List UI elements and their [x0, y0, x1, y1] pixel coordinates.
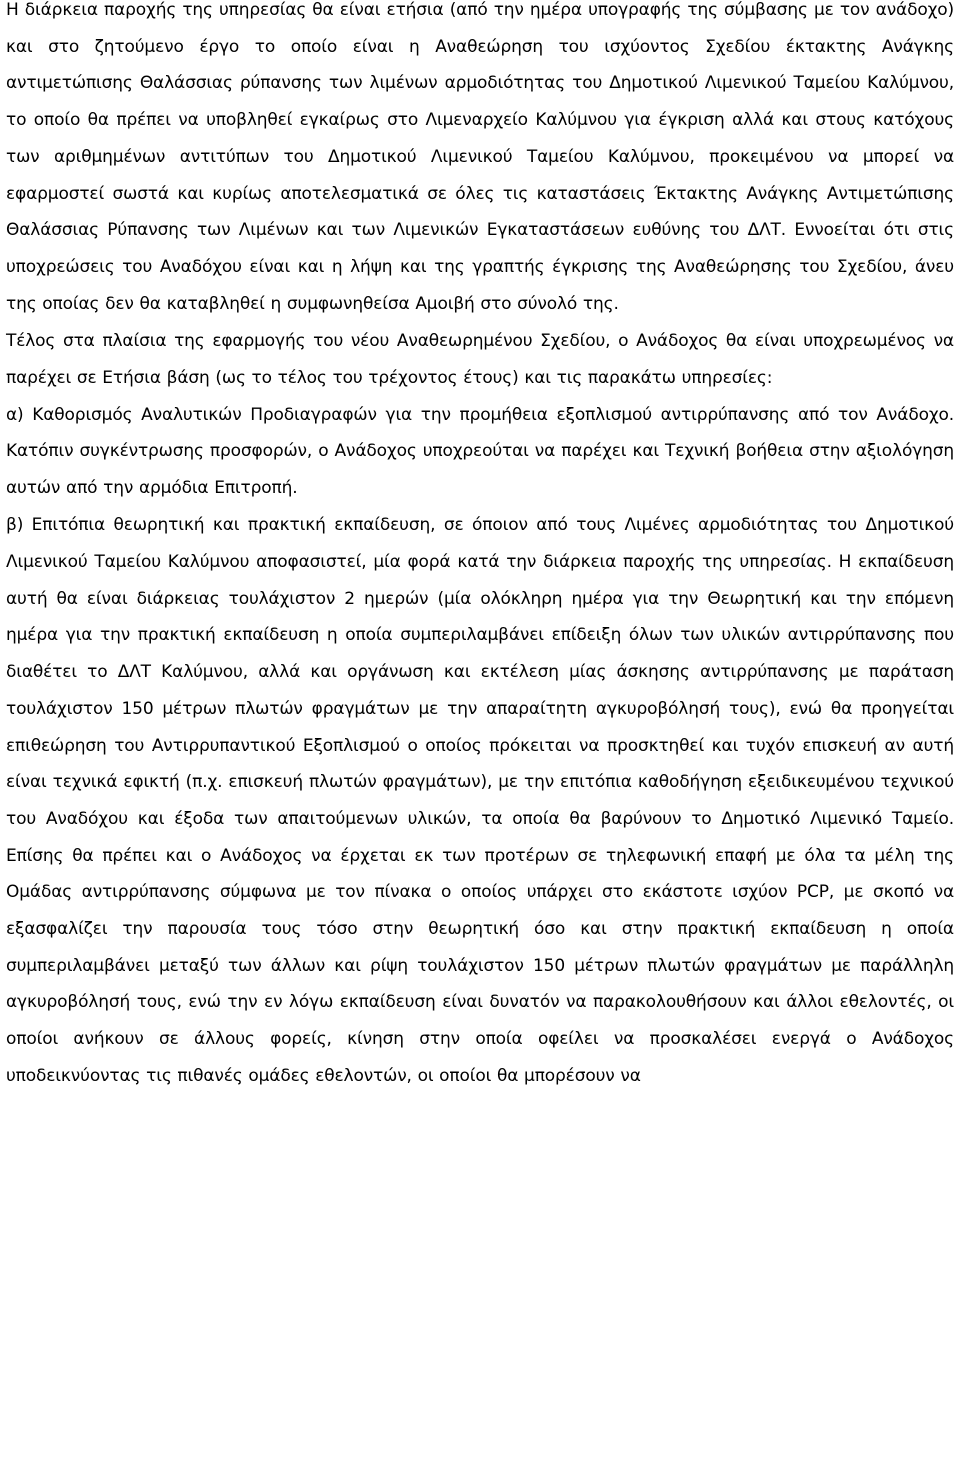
paragraph-additional-services-intro: Τέλος στα πλαίσια της εφαρμογής του νέου Αναθεωρημένου Σχεδίου, ο Ανάδοχος θα είναι υποχρεωμένος να παρέχει σε Ετήσια βάση (ως το τέλος του τρέχοντος έτους) και τις παρακάτω υπηρεσίες: [6, 330, 954, 388]
paragraph-service-duration: Η διάρκεια παροχής της υπηρεσίας θα είναι ετήσια (από την ημέρα υπογραφής της σύμβασης με τον ανάδοχο) και στο ζητούμενο έργο το οποίο είναι η Αναθεώρηση του ισχύοντος Σχεδίου έκτακτης Ανάγκης αντιμετώπισης Θαλάσσιας ρύπανσης των λιμένων αρμοδιότητας του Δημοτικού Λιμενικού Ταμείου Καλύμνου, το οποίο θα πρέπει να υποβληθεί εγκαίρως στο Λιμεναρχείο Καλύμνου για έγκριση αλλά και στους κατόχους των αριθμημένων αντιτύπων του Δημοτικού Λιμενικού Ταμείου Καλύμνου, προκειμένου να μπορεί να εφαρμοστεί σωστά και κυρίως αποτελεσματικά σε όλες τις καταστάσεις Έκτακτης Ανάγκης Αντιμετώπισης Θαλάσσιας Ρύπανσης των Λιμένων και των Λιμενικών Εγκαταστάσεων ευθύνης του ΔΛΤ. Εννοείται ότι στις υποχρεώσεις του Αναδόχου είναι και η λήψη και της γραπτής έγκρισης της Αναθεώρησης του Σχεδίου, άνευ της οποίας δεν θα καταβληθεί η συμφωνηθείσα Αμοιβή στο σύνολό της. [6, 0, 954, 314]
paragraph-item-b-training: β) Επιτόπια θεωρητική και πρακτική εκπαίδευση, σε όποιον από τους Λιμένες αρμοδιότητας του Δημοτικού Λιμενικού Ταμείου Καλύμνου αποφασιστεί, μία φορά κατά την διάρκεια παροχής της υπηρεσίας. Η εκπαίδευση αυτή θα είναι διάρκειας τουλάχιστον 2 ημερών (μία ολόκληρη ημέρα για την Θεωρητική και την επόμενη ημέρα για την πρακτική εκπαίδευση η οποία συμπεριλαμβάνει επίδειξη όλων των υλικών αντιρρύπανσης που διαθέτει το ΔΛΤ Καλύμνου, αλλά και οργάνωση και εκτέλεση μίας άσκησης αντιρρύπανσης με παράταση τουλάχιστον 150 μέτρων πλωτών φραγμάτων με την απαραίτητη αγκυροβόλησή τους), ενώ θα προηγείται επιθεώρηση του Αντιρρυπαντικού Εξοπλισμού ο οποίος πρόκειται να προσκτηθεί και τυχόν επισκευή αν αυτή είναι τεχνικά εφικτή (π.χ. επισκευή πλωτών φραγμάτων), με την επιτόπια καθοδήγηση εξειδικευμένου τεχνικού του Αναδόχου και έξοδα των απαιτούμενων υλικών, τα οποία θα βαρύνουν το Δημοτικό Λιμενικό Ταμείο. Επίσης θα πρέπει και ο Ανάδοχος να έρχεται εκ των προτέρων σε τηλεφωνική επαφή με όλα τα μέλη της Ομάδας αντιρρύπανσης σύμφωνα με τον πίνακα ο οποίος υπάρχει στο εκάστοτε ισχύον PCP, με σκοπό να εξασφαλίζει την παρουσία τους τόσο στην θεωρητική όσο και στην πρακτική εκπαίδευση η οποία συμπεριλαμβάνει μεταξύ των άλλων και ρίψη τουλάχιστον 150 μέτρων πλωτών φραγμάτων με παράλληλη αγκυροβόλησή τους, ενώ την εν λόγω εκπαίδευση είναι δυνατόν να παρακολουθήσουν και άλλοι εθελοντές, οι οποίοι ανήκουν σε άλλους φορείς, κίνηση στην οποία οφείλει να προσκαλέσει ενεργά ο Ανάδοχος υποδεικνύοντας τις πιθανές ομάδες εθελοντών, οι οποίοι θα μπορέσουν να [6, 515, 954, 1086]
paragraph-item-a-specifications: α) Καθορισμός Αναλυτικών Προδιαγραφών για την προμήθεια εξοπλισμού αντιρρύπανσης από τον Ανάδοχο. Κατόπιν συγκέντρωσης προσφορών, ο Ανάδοχος υποχρεούται να παρέχει και Τεχνική βοήθεια στην αξιολόγηση αυτών από την αρμόδια Επιτροπή. [6, 404, 954, 499]
